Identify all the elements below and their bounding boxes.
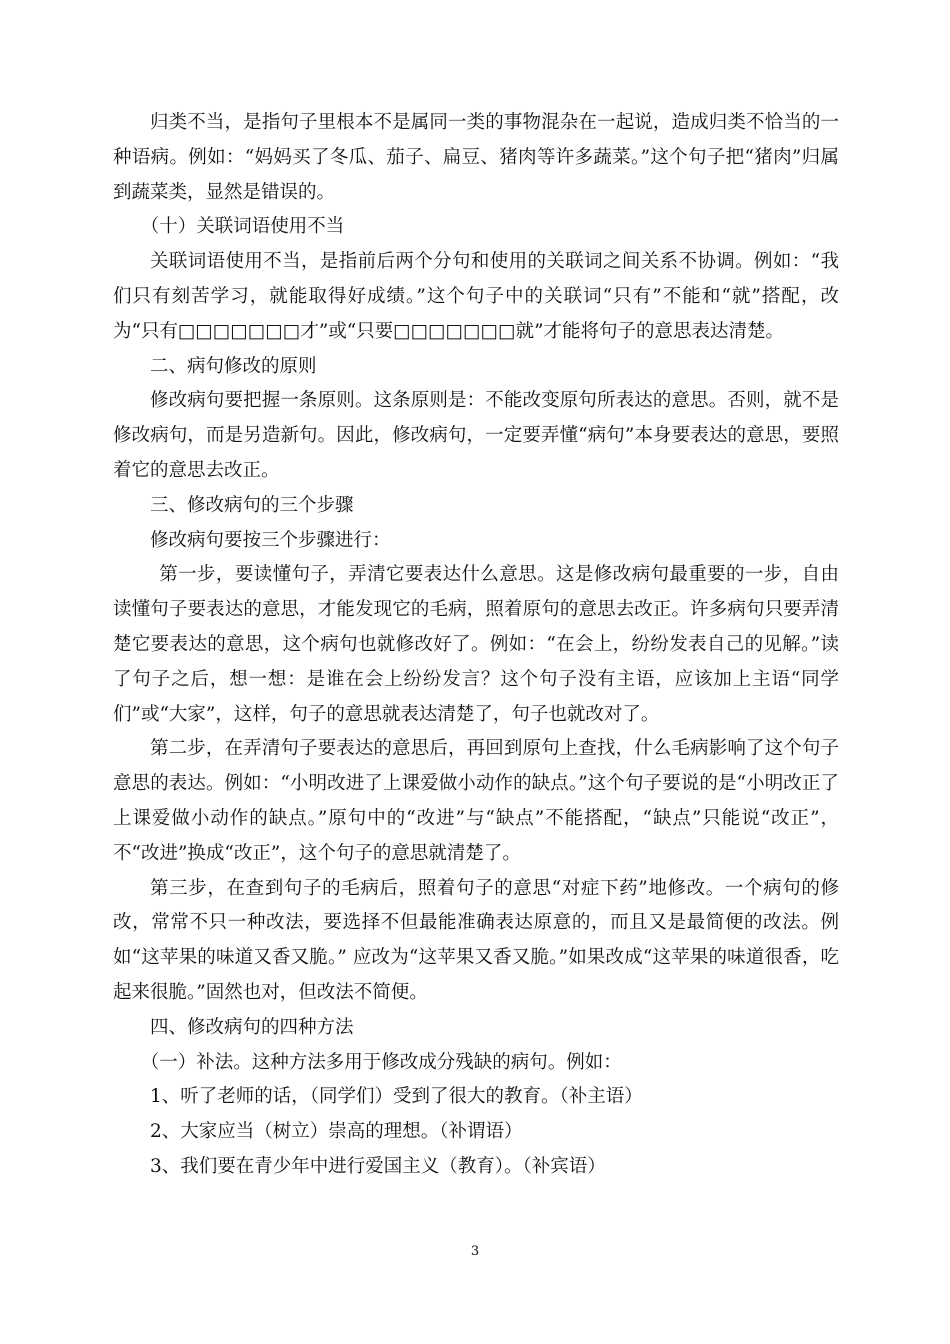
example-item-2: 2、大家应当（树立）崇高的理想。（补谓语） xyxy=(150,1121,523,1143)
paragraph-principle: 修改病句要把握一条原则。这条原则是：不能改变原句所表达的意思。否则，就不是修改病句，而是另造新句。因此，修改病句，一定要弄懂“病句”本身要表达的意思，要照着它的意思去改正。 xyxy=(113,390,839,481)
subheading-conjunction-misuse: （十）关联词语使用不当 xyxy=(140,216,345,238)
paragraph-conjunction-misuse: 关联词语使用不当，是指前后两个分句和使用的关联词之间关系不协调。例如：“我们只有刻苦学习，就能取得好成绩。”这个句子中的关联词“只有”不能和“就”搭配，改为“只有□□□□□□□才”或“只要□□□□□□□就”才能将句子的意思表达清楚。 xyxy=(113,251,839,342)
body-text xyxy=(113,106,839,1185)
section-heading-steps: 三、修改病句的三个步骤 xyxy=(150,494,354,516)
paragraph-step-two: 第二步，在弄清句子要表达的意思后，再回到原句上查找，什么毛病影响了这个句子意思的表达。例如：“小明改进了上课爱做小动作的缺点。”这个句子要说的是“小明改正了上课爱做小动作的缺点。”原句中的“改进”与“缺点”不能搭配，“缺点”只能说“改正”，不“改进”换成“改正”，这个句子的意思就清楚了。 xyxy=(113,738,839,864)
paragraph-step-three: 第三步，在查到句子的毛病后，照着句子的意思“对症下药”地修改。一个病句的修改，常常不只一种改法，要选择不但最能准确表达原意的，而且又是最简便的改法。例如“这苹果的味道又香又脆。” 应改为“这苹果又香又脆。”如果改成“这苹果的味道很香，吃起来很脆。”固然也对，但改法不简便。 xyxy=(113,877,839,1003)
section-heading-principle: 二、病句修改的原则 xyxy=(150,355,317,377)
example-item-3: 3、我们要在青少年中进行爱国主义（教育）。（补宾语） xyxy=(150,1155,606,1177)
subheading-add-method: （一）补法。这种方法多用于修改成分残缺的病句。例如： xyxy=(140,1051,622,1073)
paragraph-steps-intro: 修改病句要按三个步骤进行： xyxy=(150,529,391,551)
paragraph-step-one: 第一步，要读懂句子，弄清它要表达什么意思。这是修改病句最重要的一步，自由读懂句子要表达的意思，才能发现它的毛病，照着原句的意思去改正。许多病句只要弄清楚它要表达的意思，这个病句也就修改好了。例如：“在会上，纷纷发表自己的见解。”读了句子之后，想一想：是谁在会上纷纷发言？这个句子没有主语，应该加上主语“同学们”或“大家”，这样，句子的意思就表达清楚了，句子也就改对了。 xyxy=(113,564,839,725)
page-number: 3 xyxy=(470,1244,480,1259)
example-item-1: 1、听了老师的话，（同学们）受到了很大的教育。（补主语） xyxy=(150,1086,643,1108)
paragraph-misclassification: 归类不当，是指句子里根本不是属同一类的事物混杂在一起说，造成归类不恰当的一种语病。例如：“妈妈买了冬瓜、茄子、扁豆、猪肉等许多蔬菜。”这个句子把“猪肉”归属到蔬菜类，显然是错误的。 xyxy=(113,112,839,203)
section-heading-methods: 四、修改病句的四种方法 xyxy=(150,1016,354,1038)
